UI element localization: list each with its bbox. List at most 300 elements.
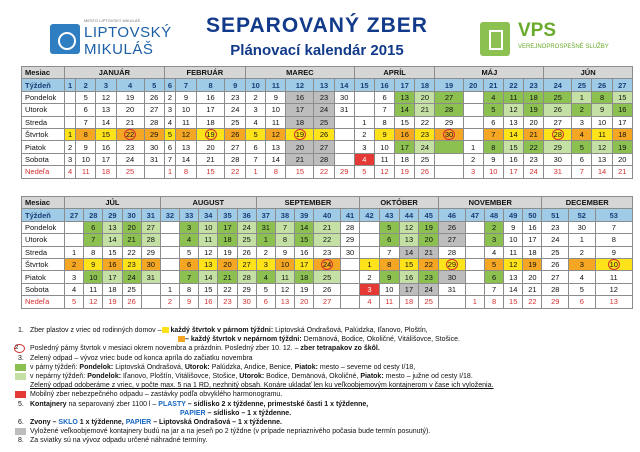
day-cell: 20 xyxy=(196,141,225,153)
day-cell: 2 xyxy=(65,141,76,153)
day-cell: 21 xyxy=(415,104,435,116)
day-cell: 11 xyxy=(374,153,394,165)
vps-logo-sub: VEREJNOPROSPEŠNÉ SLUŽBY xyxy=(518,44,609,50)
day-cell: 13 xyxy=(504,271,523,283)
day-cell: 26 xyxy=(314,128,334,140)
day-cell: 18 xyxy=(295,271,314,283)
day-cell: 20 xyxy=(218,258,237,270)
week-number: 49 xyxy=(504,209,523,221)
day-cell xyxy=(354,91,374,103)
day-value: 19 xyxy=(295,130,305,140)
day-cell: 30 xyxy=(569,221,596,233)
day-cell: 16 xyxy=(199,296,218,308)
day-cell: 6 xyxy=(180,258,199,270)
day-cell: 21 xyxy=(523,283,542,295)
day-cell: 3 xyxy=(164,104,175,116)
day-cell: 1 xyxy=(463,141,483,153)
legend-item-7: Vyložené veľkoobjemové kontajnery budú na jar a na jeseň po 2 týždne (v prípade nepriaznivého počasia bude termín posunutý). xyxy=(8,427,636,436)
day-cell: 20 xyxy=(524,116,544,128)
day-cell: 12 xyxy=(503,104,523,116)
day-cell xyxy=(360,221,380,233)
day-cell: 13 xyxy=(275,296,294,308)
day-cell: 8 xyxy=(266,166,286,178)
week-number: 15 xyxy=(354,79,374,91)
day-cell: 24 xyxy=(116,153,144,165)
day-cell: 4 xyxy=(65,283,84,295)
day-cell: 5 xyxy=(256,283,275,295)
day-cell: 18 xyxy=(524,91,544,103)
day-cell xyxy=(334,153,354,165)
day-cell: 11 xyxy=(84,283,103,295)
week-number: 34 xyxy=(199,209,218,221)
day-cell: 11 xyxy=(503,91,523,103)
day-cell: 7 xyxy=(379,246,399,258)
legend-item-6: 6. Zvony – SKLO 1 x týždenne, PAPIER – Liptovská Ondrašová – 1 x týždenne. xyxy=(18,419,282,427)
day-cell: 13 xyxy=(176,141,197,153)
day-cell: 7 xyxy=(374,104,394,116)
day-cell: 17 xyxy=(96,153,116,165)
day-cell: 31 xyxy=(544,166,572,178)
day-cell: 13 xyxy=(503,116,523,128)
day-cell: 7 xyxy=(484,283,503,295)
day-cell xyxy=(160,246,179,258)
week-number: 51 xyxy=(542,209,569,221)
day-cell xyxy=(65,221,84,233)
day-cell xyxy=(435,166,463,178)
day-cell: 6 xyxy=(374,91,394,103)
day-cell: 6 xyxy=(84,221,103,233)
day-cell: 6 xyxy=(246,141,266,153)
day-cell: 23 xyxy=(116,141,144,153)
day-cell: 21 xyxy=(218,271,237,283)
day-cell: 29 xyxy=(435,116,463,128)
day-cell: 7 xyxy=(595,221,632,233)
day-cell xyxy=(144,166,164,178)
day-cell xyxy=(334,141,354,153)
month-header: JANUÁR xyxy=(65,67,165,79)
day-cell: 14 xyxy=(399,246,419,258)
day-cell: 5 xyxy=(354,166,374,178)
day-cell: 5 xyxy=(164,128,175,140)
day-cell: 2 xyxy=(572,104,592,116)
week-number: 5 xyxy=(144,79,164,91)
day-cell: 7 xyxy=(84,234,103,246)
day-cell: 6 xyxy=(483,116,503,128)
day-cell: 15 xyxy=(295,234,314,246)
legend-item-4: Mobilný zber nebezpečného odpadu – zastávky podľa obvyklého harmonogramu. xyxy=(8,390,636,399)
day-cell: 15 xyxy=(286,166,314,178)
day-cell: 4 xyxy=(256,271,275,283)
day-cell: 25 xyxy=(544,91,572,103)
day-cell: 14 xyxy=(592,166,612,178)
day-cell: 4 xyxy=(246,116,266,128)
day-cell: 12 xyxy=(176,128,197,140)
week-number: 24 xyxy=(544,79,572,91)
day-cell: 5 xyxy=(76,91,96,103)
day-cell: 11 xyxy=(595,271,632,283)
day-cell xyxy=(340,271,359,283)
day-cell: 15 xyxy=(503,141,523,153)
week-number: 35 xyxy=(218,209,237,221)
week-number: 1 xyxy=(65,79,76,91)
day-cell: 9 xyxy=(266,91,286,103)
title-main: SEPAROVANÝ ZBER xyxy=(206,14,428,37)
day-cell: 17 xyxy=(399,283,419,295)
week-number: 39 xyxy=(295,209,314,221)
week-number: 3 xyxy=(96,79,116,91)
day-cell: 6 xyxy=(164,141,175,153)
day-cell: 21 xyxy=(116,116,144,128)
day-cell xyxy=(463,104,483,116)
day-cell: 22 xyxy=(122,246,141,258)
day-cell: 22 xyxy=(225,166,246,178)
day-cell: 15 xyxy=(196,166,225,178)
day-cell: 1 xyxy=(354,116,374,128)
day-cell: 4 xyxy=(180,234,199,246)
day-cell: 3 xyxy=(360,283,380,295)
page-title xyxy=(192,14,442,59)
day-cell: 30 xyxy=(544,153,572,165)
day-cell: 13 xyxy=(96,104,116,116)
day-cell: 13 xyxy=(103,221,122,233)
month-header: SEPTEMBER xyxy=(256,197,359,209)
week-number: 29 xyxy=(103,209,122,221)
month-header: JÚL xyxy=(65,197,161,209)
day-cell: 3 xyxy=(354,141,374,153)
day-cell: 23 xyxy=(419,271,439,283)
day-cell: 8 xyxy=(379,258,399,270)
day-cell: 4 xyxy=(65,166,76,178)
day-cell: 1 xyxy=(65,128,76,140)
day-label: Sobota xyxy=(22,283,65,295)
day-cell: 8 xyxy=(484,296,503,308)
day-cell: 26 xyxy=(542,258,569,270)
week-number: 36 xyxy=(237,209,256,221)
day-cell: 19 xyxy=(524,104,544,116)
day-cell: 5 xyxy=(572,141,592,153)
day-cell: 14 xyxy=(266,153,286,165)
day-cell xyxy=(435,153,463,165)
week-number: 17 xyxy=(395,79,415,91)
day-cell: 31 xyxy=(256,221,275,233)
day-cell: 26 xyxy=(237,246,256,258)
day-cell: 11 xyxy=(266,116,286,128)
day-cell: 14 xyxy=(503,128,523,140)
day-cell xyxy=(65,104,76,116)
day-cell: 9 xyxy=(379,271,399,283)
day-cell: 18 xyxy=(399,296,419,308)
day-cell: 29 xyxy=(237,283,256,295)
day-cell: 24 xyxy=(314,104,334,116)
day-cell: 12 xyxy=(592,141,612,153)
day-cell: 14 xyxy=(295,221,314,233)
day-cell: 18 xyxy=(523,246,542,258)
day-cell xyxy=(160,258,179,270)
month-header: APRÍL xyxy=(354,67,435,79)
day-cell: 10 xyxy=(176,104,197,116)
day-cell: 1 xyxy=(65,246,84,258)
day-cell xyxy=(340,283,359,295)
day-cell: 24 xyxy=(225,104,246,116)
month-header: NOVEMBER xyxy=(439,197,542,209)
day-cell: 12 xyxy=(84,296,103,308)
day-cell: 27 xyxy=(144,104,164,116)
day-cell: 30 xyxy=(334,91,354,103)
day-cell: 22 xyxy=(415,116,435,128)
day-cell: 3 xyxy=(569,258,596,270)
day-cell: 29 xyxy=(542,296,569,308)
calendar-table-first-half xyxy=(21,66,633,179)
day-cell: 11 xyxy=(275,271,294,283)
day-cell: 18 xyxy=(612,128,632,140)
day-cell: 8 xyxy=(76,128,96,140)
day-cell: 9 xyxy=(592,104,612,116)
week-number: 42 xyxy=(360,209,380,221)
day-cell: 20 xyxy=(116,104,144,116)
week-number: 48 xyxy=(484,209,503,221)
week-number: 26 xyxy=(592,79,612,91)
week-number: 25 xyxy=(572,79,592,91)
day-cell: 3 xyxy=(484,234,503,246)
day-cell: 14 xyxy=(103,234,122,246)
day-cell xyxy=(435,128,463,140)
day-cell: 17 xyxy=(523,234,542,246)
week-number: 38 xyxy=(275,209,294,221)
day-cell: 23 xyxy=(218,296,237,308)
day-value: 10 xyxy=(609,260,618,270)
week-number: 21 xyxy=(483,79,503,91)
day-cell: 14 xyxy=(395,104,415,116)
day-cell: 5 xyxy=(65,296,84,308)
day-cell: 26 xyxy=(439,221,466,233)
day-cell: 18 xyxy=(103,283,122,295)
day-cell xyxy=(360,234,380,246)
day-cell: 20 xyxy=(286,141,314,153)
day-cell: 24 xyxy=(122,271,141,283)
day-cell: 21 xyxy=(612,166,632,178)
day-cell: 25 xyxy=(314,271,341,283)
day-cell: 25 xyxy=(237,234,256,246)
day-cell xyxy=(65,91,76,103)
day-cell: 17 xyxy=(218,221,237,233)
day-cell: 8 xyxy=(374,116,394,128)
day-cell: 3 xyxy=(65,153,76,165)
day-cell xyxy=(439,296,466,308)
day-cell: 27 xyxy=(314,141,334,153)
day-cell: 27 xyxy=(435,91,463,103)
day-cell: 19 xyxy=(218,246,237,258)
week-number: 31 xyxy=(141,209,160,221)
day-cell: 17 xyxy=(295,258,314,270)
day-cell: 5 xyxy=(180,246,199,258)
day-cell: 10 xyxy=(266,104,286,116)
day-cell: 11 xyxy=(199,234,218,246)
day-cell xyxy=(160,221,179,233)
day-cell: 29 xyxy=(144,128,164,140)
day-cell: 9 xyxy=(180,296,199,308)
week-number: 9 xyxy=(225,79,246,91)
day-cell: 15 xyxy=(612,91,632,103)
day-cell: 21 xyxy=(419,246,439,258)
day-value: 19 xyxy=(206,130,215,140)
logo-line1: LIPTOVSKÝ xyxy=(84,24,172,41)
week-number: 33 xyxy=(180,209,199,221)
day-cell: 30 xyxy=(237,296,256,308)
legend xyxy=(8,326,636,446)
day-cell: 5 xyxy=(569,283,596,295)
day-cell: 4 xyxy=(572,128,592,140)
day-cell: 21 xyxy=(196,153,225,165)
legend-item-2: 2 Posledný párny štvrtok v mesiaci okrem novembra a prázdnin. Posledný zber 10. 12. – zber tetrapakov zo škôl. xyxy=(15,345,380,353)
day-cell: 9 xyxy=(76,141,96,153)
month-header: DECEMBER xyxy=(542,197,633,209)
day-cell: 8 xyxy=(275,234,294,246)
week-number: 45 xyxy=(419,209,439,221)
day-cell: 16 xyxy=(295,246,314,258)
day-cell: 17 xyxy=(395,141,415,153)
day-cell: 4 xyxy=(569,271,596,283)
day-cell: 10 xyxy=(199,221,218,233)
week-number: 23 xyxy=(524,79,544,91)
week-number: 27 xyxy=(65,209,84,221)
day-cell: 28 xyxy=(542,283,569,295)
day-cell: 28 xyxy=(144,116,164,128)
day-cell: 14 xyxy=(504,283,523,295)
day-cell: 18 xyxy=(218,234,237,246)
week-number: 11 xyxy=(266,79,286,91)
day-value: 24 xyxy=(322,260,332,270)
week-number: 28 xyxy=(84,209,103,221)
week-number: 50 xyxy=(523,209,542,221)
vps-logo-text: VPS xyxy=(518,20,557,41)
day-cell: 1 xyxy=(256,234,275,246)
day-cell: 2 xyxy=(463,153,483,165)
day-label: Nedeľa xyxy=(22,166,65,178)
day-cell: 6 xyxy=(569,296,596,308)
week-number: 41 xyxy=(340,209,359,221)
day-cell: 19 xyxy=(395,166,415,178)
legend-item-5: 5. Kontajnery na separovaný zber 1100 l – PLASTY – sídlisko 2 x týždenne, primestské časti 1 x týždenne, xyxy=(18,400,369,408)
day-cell: 3 xyxy=(180,221,199,233)
day-cell: 5 xyxy=(379,221,399,233)
day-cell: 1 xyxy=(160,283,179,295)
day-cell xyxy=(141,283,160,295)
day-cell xyxy=(595,258,632,270)
day-cell: 16 xyxy=(395,128,415,140)
day-cell: 10 xyxy=(504,234,523,246)
day-cell: 16 xyxy=(399,271,419,283)
month-header: OKTÓBER xyxy=(360,197,439,209)
day-cell: 8 xyxy=(180,283,199,295)
day-cell: 26 xyxy=(415,166,435,178)
day-cell: 23 xyxy=(314,91,334,103)
week-number: 37 xyxy=(256,209,275,221)
day-cell: 25 xyxy=(314,116,334,128)
day-cell: 1 xyxy=(360,258,380,270)
day-cell: 5 xyxy=(484,258,503,270)
day-cell: 25 xyxy=(116,166,144,178)
day-cell: 26 xyxy=(314,283,341,295)
day-cell: 11 xyxy=(592,128,612,140)
day-cell: 18 xyxy=(395,153,415,165)
day-cell xyxy=(463,91,483,103)
day-label: Piatok xyxy=(22,141,65,153)
day-cell: 29 xyxy=(544,141,572,153)
day-cell: 3 xyxy=(463,166,483,178)
day-cell: 9 xyxy=(374,128,394,140)
day-cell: 5 xyxy=(246,128,266,140)
calendar-table-second-half xyxy=(21,196,633,309)
legend-item-3-even: v párny týždeň: Pondelok: Liptovská Ondrašová, Utorok: Palúdzka, Andice, Benice, Piatok: mesto – severne od cesty I/18, xyxy=(8,363,636,372)
day-cell: 10 xyxy=(379,283,399,295)
logo-line2: MIKULÁŠ xyxy=(84,41,154,58)
day-cell: 9 xyxy=(176,91,197,103)
day-cell: 28 xyxy=(439,246,466,258)
title-sub: Plánovací kalendár 2015 xyxy=(230,42,404,59)
day-cell: 17 xyxy=(196,104,225,116)
day-label: Utorok xyxy=(22,104,65,116)
day-label: Streda xyxy=(22,116,65,128)
week-header-label: Týždeň xyxy=(22,79,65,91)
day-cell: 15 xyxy=(103,246,122,258)
day-cell: 20 xyxy=(419,234,439,246)
day-cell: 18 xyxy=(286,116,314,128)
day-cell xyxy=(314,258,341,270)
day-cell: 6 xyxy=(379,234,399,246)
day-cell: 7 xyxy=(246,153,266,165)
week-number: 2 xyxy=(76,79,96,91)
day-cell xyxy=(141,296,160,308)
day-cell xyxy=(463,128,483,140)
day-cell: 14 xyxy=(96,116,116,128)
legend-item-5b: PAPIER – sídlisko – 1 x týždenne. xyxy=(180,409,292,417)
day-cell: 15 xyxy=(199,283,218,295)
day-cell: 14 xyxy=(199,271,218,283)
week-number: 19 xyxy=(435,79,463,91)
day-cell: 20 xyxy=(612,153,632,165)
day-cell: 4 xyxy=(484,246,503,258)
day-cell: 2 xyxy=(65,258,84,270)
day-label: Pondelok xyxy=(22,91,65,103)
yellow-swatch-icon xyxy=(162,327,169,333)
day-cell xyxy=(354,104,374,116)
day-cell: 27 xyxy=(225,141,246,153)
legend-item-1: 1. Zber plastov z vriec od rodinných domov – každý štvrtok v párnom týždni: Liptovská Ondrašová, Palúdzka, Iľanovo, Ploštín, xyxy=(18,327,428,334)
day-cell: 12 xyxy=(595,283,632,295)
day-cell: 24 xyxy=(237,221,256,233)
day-cell: 19 xyxy=(612,141,632,153)
day-value: 30 xyxy=(444,130,454,140)
day-cell: 1 xyxy=(246,166,266,178)
vps-logo xyxy=(476,20,616,60)
day-cell: 10 xyxy=(374,141,394,153)
day-cell: 15 xyxy=(399,258,419,270)
day-cell: 22 xyxy=(314,166,334,178)
day-cell: 27 xyxy=(439,234,466,246)
day-cell: 4 xyxy=(360,296,380,308)
day-cell xyxy=(160,271,179,283)
day-cell: 2 xyxy=(569,246,596,258)
day-cell xyxy=(196,128,225,140)
day-cell: 20 xyxy=(295,296,314,308)
day-cell: 26 xyxy=(122,296,141,308)
week-number: 8 xyxy=(196,79,225,91)
day-cell: 21 xyxy=(314,221,341,233)
day-cell: 11 xyxy=(379,296,399,308)
day-cell: 1 xyxy=(164,166,175,178)
day-cell: 7 xyxy=(164,153,175,165)
day-cell xyxy=(116,128,144,140)
